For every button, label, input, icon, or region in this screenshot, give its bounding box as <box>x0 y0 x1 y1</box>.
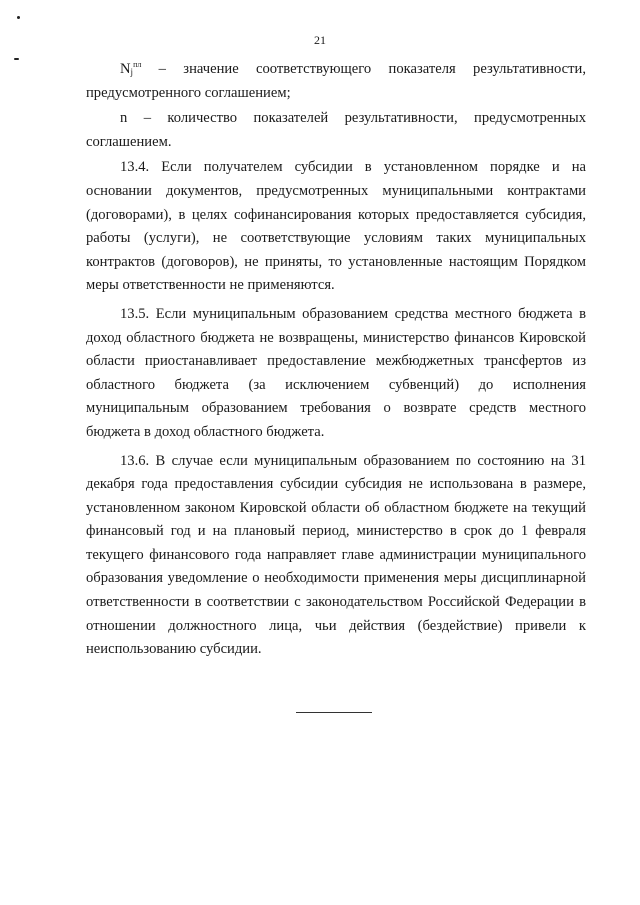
definition-nj-symbol: N <box>120 61 131 77</box>
definition-nj-superscript: пл <box>133 60 142 69</box>
definition-nj-paragraph <box>86 58 586 105</box>
definition-n-symbol: n <box>120 110 128 127</box>
paragraph-13-6: 13.6. В случае если муниципальным образованием по состоянию на 31 декабря года предоставления субсидии субсидия не использована в размере, установленном законом Кировской области об областном бюджете на текущий финансовый год и на плановый период, министерство в срок до 1 февраля текущего финансового года направляет главе администрации муниципального образования уведомление о необходимости применения меры дисциплинарной ответственности в соответствии с законодательством Российской Федерации в отношении должностного лица, чьи действия (бездействие) привели к неиспользованию субсидии. <box>86 452 586 658</box>
scan-dash-mark <box>14 58 19 60</box>
paragraph-13-4: 13.4. Если получателем субсидии в установленном порядке и на основании документов, предусмотренных муниципальными контрактами (договорами), в целях софинансирования которых предоставляется субсидия, работы (услуги), не соответствующие условиям таких муниципальных контрактов (договоров), не приняты, то установленные настоящим Порядком меры ответственности не применяются. <box>86 159 586 294</box>
paragraph-13-5: 13.5. Если муниципальным образованием средства местного бюджета в доход областного бюджета не возвращены, министерство финансов Кировской области приостанавливает предоставление межбюджетных трансфертов из областного бюджета (за исключением субвенций) до исполнения муниципальным образованием требования о возврате средств местного бюджета в доход областного бюджета. <box>86 305 586 440</box>
definition-nj-text: – значение соответствующего показателя результативности, предусмотренного соглашением; <box>86 61 586 101</box>
definition-n-text: – количество показателей результативности, предусмотренных соглашением. <box>86 110 586 150</box>
end-of-document-rule <box>296 712 372 713</box>
document-body <box>86 58 586 667</box>
definition-n-paragraph <box>86 107 586 154</box>
page-number: 21 <box>314 33 326 47</box>
scan-dot-mark <box>17 16 20 19</box>
definition-nj-subscript: j <box>130 67 134 77</box>
